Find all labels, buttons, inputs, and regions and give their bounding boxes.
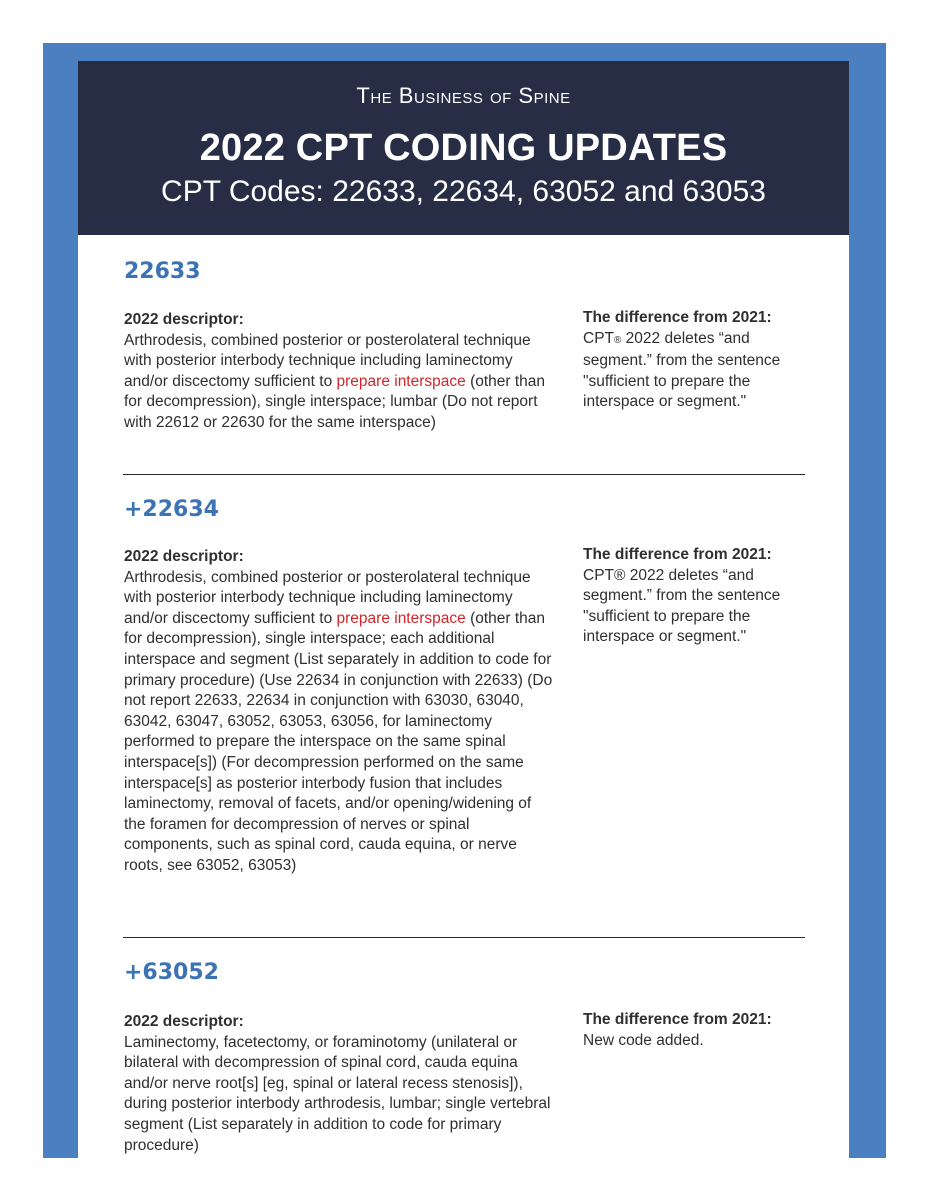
diff-label: The difference from 2021: — [583, 309, 772, 326]
registered-mark: ® — [614, 334, 622, 346]
section-divider — [123, 474, 805, 475]
descriptor-text: Laminectomy, facetectomy, or foraminotomy (unilateral or bilateral with decompression of spinal cord, cauda equina and/or nerve root[s] [eg, spinal or lateral recess stenosis]), during posterior interbody arthrodesis, lumbar; single vertebral segment (List separately in addition to code for primary procedure) — [124, 1033, 551, 1154]
descriptor-label: 2022 descriptor: — [124, 311, 244, 328]
section-descriptor-63052 — [124, 1012, 554, 1156]
section-descriptor-22633 — [124, 310, 554, 434]
registered-mark: ® — [614, 566, 626, 584]
descriptor-label: 2022 descriptor: — [124, 548, 244, 565]
page-title: 2022 CPT CODING UPDATES — [199, 127, 728, 169]
section-diff-22634 — [583, 545, 813, 648]
descriptor-text: Arthrodesis, combined posterior or posterolateral technique with posterior interbody technique including laminectomy and/or discectomy sufficient to — [124, 568, 531, 627]
diff-cpt: CPT — [583, 566, 614, 584]
descriptor-text: Arthrodesis, combined posterior or posterolateral technique with posterior interbody technique including laminectomy and/or discectomy sufficient to — [124, 331, 531, 390]
section-diff-63052 — [583, 1010, 813, 1051]
section-diff-22633 — [583, 308, 813, 413]
page-subtitle: CPT Codes: 22633, 22634, 63052 and 63053 — [161, 175, 766, 208]
section-descriptor-22634 — [124, 547, 554, 877]
section-code-63052: +63052 — [124, 960, 219, 985]
section-code-22634: +22634 — [124, 497, 219, 522]
diff-label: The difference from 2021: — [583, 546, 772, 563]
diff-text: 2022 deletes “and segment.” from the sentence "sufficient to prepare the interspace or segment." — [583, 566, 781, 646]
diff-text: 2022 deletes “and segment.” from the sentence "sufficient to prepare the interspace or segment." — [583, 329, 781, 411]
descriptor-text-end: (other than for decompression), single interspace; lumbar (Do not report with 22612 or 22630 for the same interspace) — [124, 372, 546, 431]
header-kicker: The Business of Spine — [356, 83, 571, 108]
diff-text: New code added. — [583, 1031, 704, 1049]
diff-cpt: CPT — [583, 329, 614, 347]
descriptor-label: 2022 descriptor: — [124, 1013, 244, 1030]
section-divider — [123, 937, 805, 938]
descriptor-highlight: prepare interspace — [336, 372, 466, 390]
diff-label: The difference from 2021: — [583, 1011, 772, 1028]
section-code-22633: 22633 — [124, 259, 201, 284]
descriptor-highlight: prepare interspace — [336, 609, 466, 627]
descriptor-text-end: (other than for decompression), single interspace; each additional interspace and segment (List separately in addition to code for primary procedure) (Use 22634 in conjunction with 22633) (Do not report 22633, 22634 in conjunction with 63030, 63040, 63042, 63047, 63052, 63053, 63056, for laminectomy performed to prepare the interspace on the same spinal interspace[s]) (For decompression performed on the same interspace[s] as posterior interbody fusion that includes laminectomy, removal of facets, and/or opening/widening of the foramen for decompression of nerves or spinal components, such as spinal cord, cauda equina, or nerve roots, see 63052, 63053) — [124, 609, 553, 874]
header-banner — [78, 61, 849, 235]
